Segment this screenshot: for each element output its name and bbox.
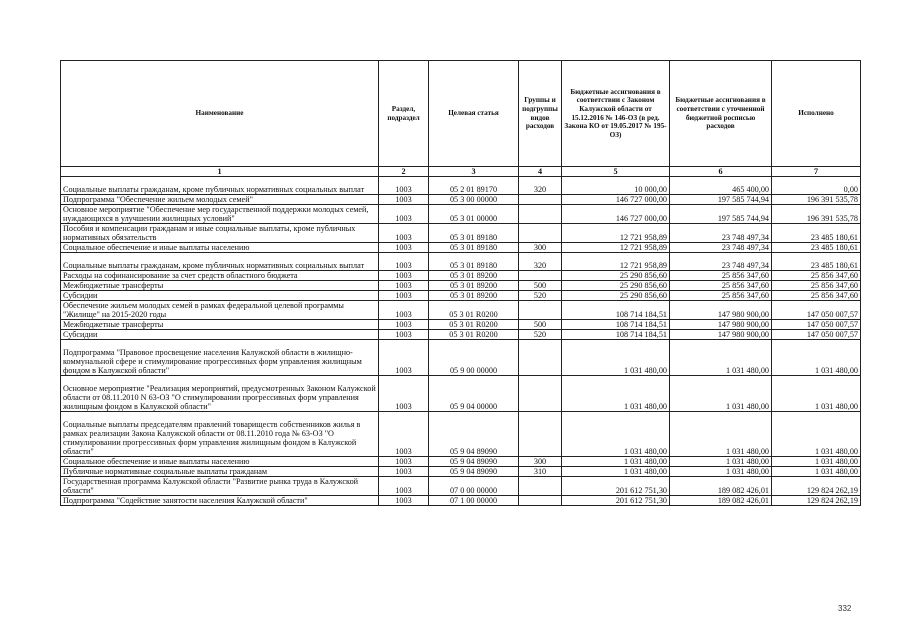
page-number: 332 [838,604,852,613]
table-cell-col7: 129 824 262,19 [772,477,861,496]
table-row [61,330,861,340]
table-cell-col5: 12 721 958,89 [562,253,670,271]
table-cell-group: 500 [519,281,562,291]
table-cell-col6: 147 980 900,00 [670,301,772,320]
table-row [61,291,861,301]
table-cell-name: Подпрограмма "Обеспечение жильем молодых семей" [61,195,379,205]
table-cell-group: 520 [519,330,562,340]
table-row [61,376,861,412]
table-cell-target: 05 9 04 89090 [429,467,519,477]
table-cell-col5: 1 031 480,00 [562,467,670,477]
table-row [61,224,861,243]
table-cell-col7: 25 856 347,60 [772,291,861,301]
table-cell-col7: 0,00 [772,177,861,195]
table-cell-target: 05 3 01 89180 [429,224,519,243]
table-cell-col6: 197 585 744,94 [670,205,772,224]
table-cell-col5: 1 031 480,00 [562,412,670,457]
col-number: 5 [562,167,670,177]
table-cell-group [519,477,562,496]
table-body [61,177,861,506]
table-cell-section: 1003 [379,467,429,477]
table-cell-col5: 201 612 751,30 [562,496,670,506]
table-cell-col5: 146 727 000,00 [562,195,670,205]
table-cell-target: 05 3 01 00000 [429,205,519,224]
table-cell-col6: 1 031 480,00 [670,376,772,412]
table-row [61,177,861,195]
table-cell-group [519,271,562,281]
budget-table-sheet [60,60,860,506]
table-cell-name: Государственная программа Калужской области "Развитие рынка труда в Калужской области" [61,477,379,496]
table-cell-section: 1003 [379,271,429,281]
table-cell-col7: 147 050 007,57 [772,301,861,320]
col-number: 7 [772,167,861,177]
table-cell-section: 1003 [379,253,429,271]
header-col6: Бюджетные ассигнования в соответствии с уточненной бюджетной росписью расходов [670,61,772,167]
table-cell-section: 1003 [379,291,429,301]
header-group: Группы и подгруппы видов расходов [519,61,562,167]
table-cell-col7: 1 031 480,00 [772,340,861,376]
table-cell-name: Расходы на софинансирование за счет средств областного бюджета [61,271,379,281]
table-cell-group: 320 [519,253,562,271]
table-cell-col7: 1 031 480,00 [772,467,861,477]
table-cell-target: 05 3 01 89200 [429,291,519,301]
table-cell-col6: 25 856 347,60 [670,271,772,281]
table-cell-col7: 23 485 180,61 [772,243,861,253]
table-cell-name: Обеспечение жильем молодых семей в рамках федеральной целевой программы "Жилище" на 2015-2020 годы [61,301,379,320]
table-cell-col7: 1 031 480,00 [772,412,861,457]
table-row [61,271,861,281]
table-cell-section: 1003 [379,281,429,291]
table-row [61,253,861,271]
table-cell-name: Социальные выплаты гражданам, кроме публичных нормативных социальных выплат [61,177,379,195]
table-cell-section: 1003 [379,457,429,467]
header-name: Наименование [61,61,379,167]
table-cell-group: 320 [519,177,562,195]
table-cell-col7: 23 485 180,61 [772,224,861,243]
table-cell-section: 1003 [379,340,429,376]
table-row [61,281,861,291]
table-cell-target: 07 0 00 00000 [429,477,519,496]
table-cell-col7: 196 391 535,78 [772,205,861,224]
budget-execution-table [60,60,861,506]
table-cell-name: Социальное обеспечение и иные выплаты населению [61,243,379,253]
table-cell-group [519,496,562,506]
table-cell-col5: 108 714 184,51 [562,330,670,340]
table-cell-target: 05 3 00 00000 [429,195,519,205]
table-cell-group: 520 [519,291,562,301]
table-cell-section: 1003 [379,205,429,224]
table-cell-col5: 10 000,00 [562,177,670,195]
table-cell-group [519,301,562,320]
table-cell-section: 1003 [379,320,429,330]
table-cell-col7: 196 391 535,78 [772,195,861,205]
header-row [61,61,861,167]
table-cell-target: 05 9 04 89090 [429,412,519,457]
header-col5: Бюджетные ассигнования в соответствии с Законом Калужской области от 15.12.2016 № 146-ОЗ (в ред. Закона КО от 19.05.2017 № 195-ОЗ) [562,61,670,167]
table-cell-col6: 189 082 426,01 [670,477,772,496]
table-cell-col5: 108 714 184,51 [562,301,670,320]
table-cell-section: 1003 [379,301,429,320]
table-cell-col6: 1 031 480,00 [670,467,772,477]
table-cell-name: Социальные выплаты председателям правлений товариществ собственников жилья в рамках реализации Закона Калужской области от 08.11.2010 года № 63-ОЗ "О стимулировании прогрессивных форм управления жилищным фондом в Калужской области" [61,412,379,457]
table-cell-section: 1003 [379,412,429,457]
table-cell-col5: 25 290 856,60 [562,291,670,301]
table-cell-name: Основное мероприятие "Реализация мероприятий, предусмотренных Законом Калужской области от 08.11.2010 N 63-ОЗ "О стимулировании прогрессивных форм управления жилищным фондом в Калужской области" [61,376,379,412]
table-cell-col7: 23 485 180,61 [772,253,861,271]
table-cell-name: Социальное обеспечение и иные выплаты населению [61,457,379,467]
table-cell-section: 1003 [379,330,429,340]
table-cell-name: Публичные нормативные социальные выплаты гражданам [61,467,379,477]
table-row [61,457,861,467]
table-row [61,195,861,205]
table-cell-col6: 25 856 347,60 [670,291,772,301]
table-cell-section: 1003 [379,376,429,412]
table-cell-section: 1003 [379,496,429,506]
table-cell-col5: 201 612 751,30 [562,477,670,496]
table-cell-target: 05 3 01 89200 [429,281,519,291]
table-cell-col6: 189 082 426,01 [670,496,772,506]
table-cell-section: 1003 [379,243,429,253]
table-cell-col5: 1 031 480,00 [562,376,670,412]
table-row [61,412,861,457]
col-number: 6 [670,167,772,177]
table-cell-name: Пособия и компенсации гражданам и иные социальные выплаты, кроме публичных нормативных обязательств [61,224,379,243]
table-row [61,320,861,330]
table-cell-col7: 25 856 347,60 [772,271,861,281]
table-cell-group: 300 [519,243,562,253]
table-cell-col6: 23 748 497,34 [670,243,772,253]
table-cell-col7: 1 031 480,00 [772,457,861,467]
table-row [61,301,861,320]
table-row [61,340,861,376]
table-cell-section: 1003 [379,477,429,496]
table-cell-col6: 147 980 900,00 [670,320,772,330]
header-target: Целевая статья [429,61,519,167]
table-cell-name: Основное мероприятие "Обеспечение мер государственной поддержки молодых семей, нуждающихся в улучшении жилищных условий" [61,205,379,224]
table-cell-col5: 25 290 856,60 [562,271,670,281]
table-cell-col6: 23 748 497,34 [670,224,772,243]
table-cell-name: Межбюджетные трансферты [61,320,379,330]
table-cell-col5: 12 721 958,89 [562,224,670,243]
table-cell-col5: 108 714 184,51 [562,320,670,330]
table-cell-col5: 25 290 856,60 [562,281,670,291]
table-cell-col6: 1 031 480,00 [670,412,772,457]
table-cell-target: 05 9 04 89090 [429,457,519,467]
header-col7: Исполнено [772,61,861,167]
table-cell-target: 07 1 00 00000 [429,496,519,506]
table-cell-name: Социальные выплаты гражданам, кроме публичных нормативных социальных выплат [61,253,379,271]
table-cell-group [519,224,562,243]
col-number: 2 [379,167,429,177]
table-cell-group: 310 [519,467,562,477]
table-cell-col7: 147 050 007,57 [772,320,861,330]
col-number: 4 [519,167,562,177]
table-cell-col6: 465 400,00 [670,177,772,195]
table-cell-col5: 1 031 480,00 [562,457,670,467]
table-cell-group [519,340,562,376]
table-cell-section: 1003 [379,224,429,243]
table-cell-target: 05 3 01 89180 [429,243,519,253]
table-cell-target: 05 9 00 00000 [429,340,519,376]
table-row [61,467,861,477]
col-number: 3 [429,167,519,177]
table-cell-target: 05 3 01 R0200 [429,301,519,320]
table-cell-col7: 25 856 347,60 [772,281,861,291]
table-cell-col6: 147 980 900,00 [670,330,772,340]
table-cell-target: 05 3 01 89180 [429,253,519,271]
table-cell-target: 05 3 01 89200 [429,271,519,281]
col-number: 1 [61,167,379,177]
table-cell-col6: 23 748 497,34 [670,253,772,271]
table-cell-name: Субсидии [61,330,379,340]
table-cell-group [519,205,562,224]
table-cell-target: 05 2 01 89170 [429,177,519,195]
table-cell-name: Подпрограмма "Правовое просвещение населения Калужской области в жилищно-коммунальной сфере и стимулирование прогрессивных форм управления жилищным фондом в Калужской области" [61,340,379,376]
table-cell-col5: 12 721 958,89 [562,243,670,253]
column-number-row [61,167,861,177]
table-cell-col6: 197 585 744,94 [670,195,772,205]
table-cell-section: 1003 [379,177,429,195]
table-cell-target: 05 3 01 R0200 [429,320,519,330]
table-cell-group [519,376,562,412]
table-cell-col7: 1 031 480,00 [772,376,861,412]
table-cell-col7: 147 050 007,57 [772,330,861,340]
table-row [61,477,861,496]
table-cell-name: Субсидии [61,291,379,301]
table-cell-group [519,195,562,205]
table-row [61,205,861,224]
table-cell-name: Подпрограмма "Содействие занятости населения Калужской области" [61,496,379,506]
header-section: Раздел, подраздел [379,61,429,167]
table-cell-group [519,412,562,457]
table-cell-col7: 129 824 262,19 [772,496,861,506]
table-cell-target: 05 9 04 00000 [429,376,519,412]
table-cell-col6: 1 031 480,00 [670,457,772,467]
table-row [61,496,861,506]
table-cell-section: 1003 [379,195,429,205]
table-cell-col5: 146 727 000,00 [562,205,670,224]
table-cell-group: 300 [519,457,562,467]
table-cell-target: 05 3 01 R0200 [429,330,519,340]
table-row [61,243,861,253]
table-cell-col5: 1 031 480,00 [562,340,670,376]
table-cell-name: Межбюджетные трансферты [61,281,379,291]
table-cell-group: 500 [519,320,562,330]
table-cell-col6: 25 856 347,60 [670,281,772,291]
table-cell-col6: 1 031 480,00 [670,340,772,376]
